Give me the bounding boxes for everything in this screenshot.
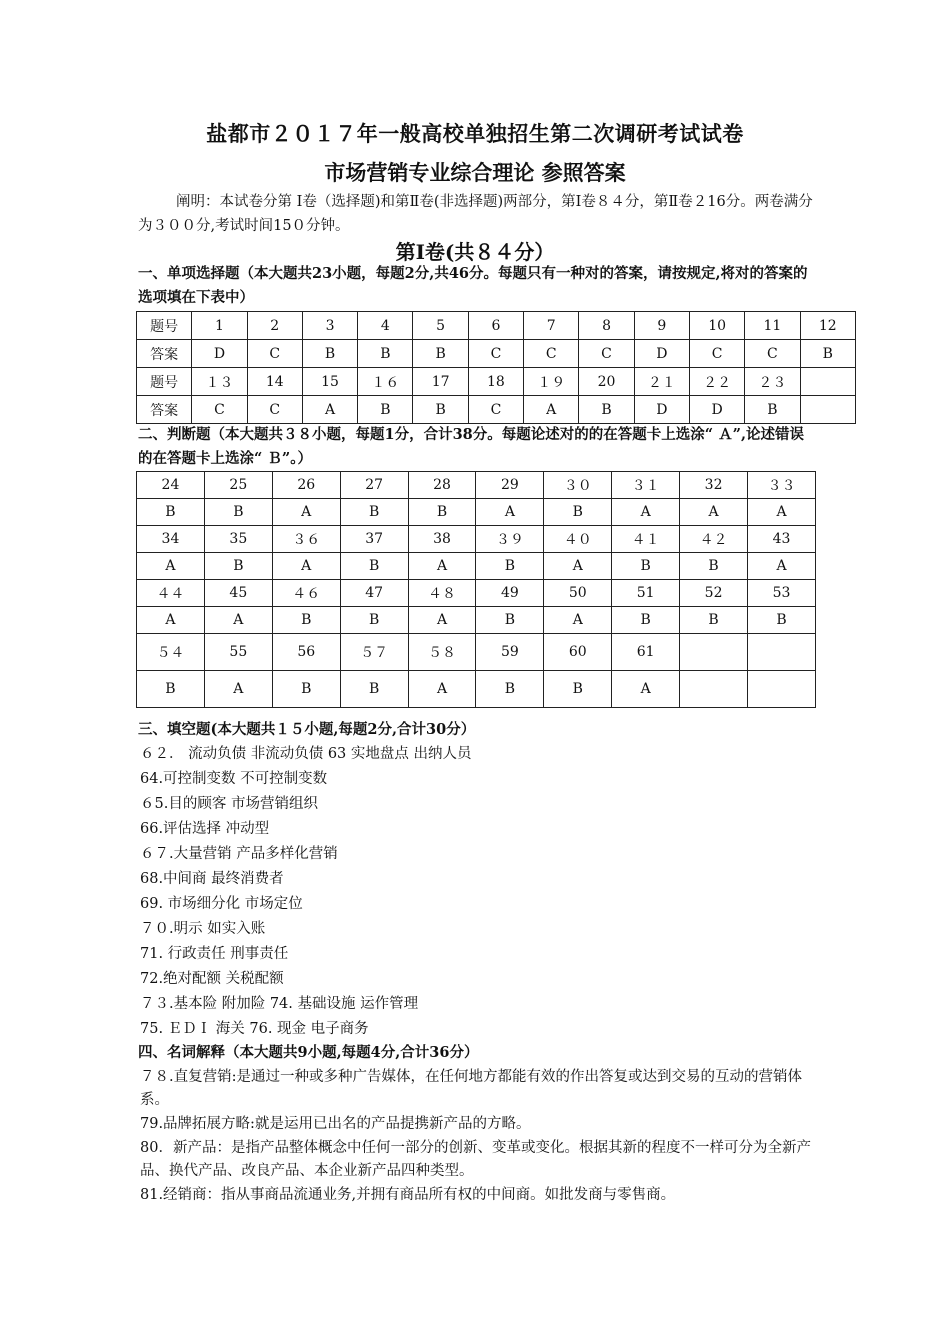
table-cell: 20 [579,368,634,396]
table-cell: D [634,340,689,368]
fill-blank-line: ７０.明示 如实入账 [140,921,266,937]
table-cell: 2 [247,312,302,340]
table-row [137,396,856,424]
table-cell: 43 [748,526,816,553]
table-cell [680,671,748,708]
table-cell: B [340,499,408,526]
table-cell [800,368,855,396]
table-cell: 8 [579,312,634,340]
fill-blank-answers [140,742,820,1042]
table-cell: 答案 [137,396,192,424]
table-cell: A [748,499,816,526]
table-cell: 3 [302,312,357,340]
table-cell: A [524,396,579,424]
table-cell: 9 [634,312,689,340]
table-cell: B [137,499,205,526]
part1-title: 第Ⅰ卷(共８４分） [395,240,555,264]
table-cell: B [680,553,748,580]
table-cell: A [612,499,680,526]
table-cell: 题号 [137,312,192,340]
table-cell: A [408,671,476,708]
table-cell: B [204,499,272,526]
table-cell: A [408,607,476,634]
table-row [137,580,816,607]
table-cell: A [137,553,205,580]
table-cell: ４２ [680,526,748,553]
table-cell: C [689,340,744,368]
term-definitions [140,1066,812,1208]
table-cell: B [413,340,468,368]
table-cell: 7 [524,312,579,340]
table-cell: A [137,607,205,634]
table-cell: 11 [745,312,800,340]
table-cell: ５４ [137,634,205,671]
table-cell: 4 [358,312,413,340]
table-cell: A [272,499,340,526]
table-cell: 12 [800,312,855,340]
table-cell: 49 [476,580,544,607]
table-cell: 45 [204,580,272,607]
table-row [137,634,816,671]
table-cell: 37 [340,526,408,553]
table-cell: ２１ [634,368,689,396]
table-cell: B [476,553,544,580]
fill-blank-line: ７３.基本险 附加险 74. 基础设施 运作管理 [140,996,419,1012]
section2-heading: 二、判断题（本大题共３８小题，每题1分，合计38分。每题论述对的的在答题卡上选涂“ Ａ”,论述错误的在答题卡上选涂“ Ｂ”。） [138,426,805,467]
table-cell: 27 [340,472,408,499]
definition-item: 79.品牌拓展方略:就是运用已出名的产品提携新产品的方略。 [140,1116,531,1132]
table-cell: ４８ [408,580,476,607]
table-cell: B [272,671,340,708]
table-row [137,472,816,499]
table-cell: A [476,499,544,526]
table-cell: ３０ [544,472,612,499]
table-cell: 32 [680,472,748,499]
table-cell: B [137,671,205,708]
table-cell: B [413,396,468,424]
table-cell: C [247,340,302,368]
table-cell: 26 [272,472,340,499]
fill-blank-line: 66.评估选择 冲动型 [140,821,270,837]
table-cell [800,396,855,424]
table-cell [748,671,816,708]
table-cell: 50 [544,580,612,607]
definition-item: 81.经销商：指从事商品流通业务,并拥有商品所有权的中间商。如批发商与零售商。 [140,1187,676,1203]
table-row [137,312,856,340]
section3-heading: 三、填空题(本大题共１５小题,每题2分,合计30分） [138,721,476,738]
table-cell: C [579,340,634,368]
table-cell [748,634,816,671]
table-cell: 5 [413,312,468,340]
table-cell: A [204,607,272,634]
single-choice-answer-table [136,311,856,424]
table-cell [680,634,748,671]
table-cell: 34 [137,526,205,553]
table-cell: 24 [137,472,205,499]
fill-blank-line: ６２． 流动负债 非流动负债 63 实地盘点 出纳人员 [140,746,472,762]
fill-blank-line: 64.可控制变数 不可控制变数 [140,771,328,787]
table-cell: 47 [340,580,408,607]
table-cell: B [544,499,612,526]
definition-item: ７８.直复营销:是通过一种或多种广告媒体，在任何地方都能有效的作出答复或达到交易的互动的营销体系。 [140,1069,802,1108]
table-cell: ２３ [745,368,800,396]
table-cell: C [745,340,800,368]
table-cell: B [340,553,408,580]
table-row [137,340,856,368]
fill-blank-line: 68.中间商 最终消费者 [140,871,284,887]
table-cell: 1 [192,312,247,340]
table-cell: B [476,671,544,708]
table-cell: ４４ [137,580,205,607]
table-cell: A [272,553,340,580]
table-cell: 17 [413,368,468,396]
table-cell: 6 [468,312,523,340]
table-cell: B [340,607,408,634]
fill-blank-line: 69. 市场细分化 市场定位 [140,896,303,912]
table-cell: B [544,671,612,708]
table-cell: A [408,553,476,580]
table-row [137,553,816,580]
table-cell: 55 [204,634,272,671]
table-cell: ３６ [272,526,340,553]
table-cell: A [204,671,272,708]
table-cell: ３１ [612,472,680,499]
table-cell: 51 [612,580,680,607]
table-cell: 59 [476,634,544,671]
section1-heading: 一、单项选择题（本大题共23小题，每题2分,共46分。每题只有一种对的答案，请按规定,将对的答案的选项填在下表中） [138,265,808,306]
table-cell: 35 [204,526,272,553]
table-cell: B [358,340,413,368]
table-cell: 18 [468,368,523,396]
table-cell: B [204,553,272,580]
table-cell: B [800,340,855,368]
table-cell: ４６ [272,580,340,607]
table-cell: D [192,340,247,368]
table-row [137,671,816,708]
table-cell: ４０ [544,526,612,553]
table-row [137,368,856,396]
table-cell: B [272,607,340,634]
table-cell: B [680,607,748,634]
table-row [137,526,816,553]
table-cell: D [634,396,689,424]
table-cell: ３９ [476,526,544,553]
table-cell: B [358,396,413,424]
table-cell: 14 [247,368,302,396]
table-cell: B [476,607,544,634]
table-cell: B [745,396,800,424]
table-cell: ５８ [408,634,476,671]
table-cell: ２２ [689,368,744,396]
table-cell: A [680,499,748,526]
table-cell: 25 [204,472,272,499]
table-cell: 15 [302,368,357,396]
table-cell: A [544,553,612,580]
exam-title: 盐都市２０１７年一般高校单独招生第二次调研考试试卷 [206,121,744,146]
table-cell: A [748,553,816,580]
table-cell: B [579,396,634,424]
fill-blank-line: ６5.目的顾客 市场营销组织 [140,796,318,812]
table-cell: C [247,396,302,424]
table-cell: １３ [192,368,247,396]
table-cell: C [192,396,247,424]
fill-blank-line: 71. 行政责任 刑事责任 [140,946,289,962]
table-cell: 38 [408,526,476,553]
table-cell: A [302,396,357,424]
table-cell: 53 [748,580,816,607]
table-cell: B [748,607,816,634]
table-cell: B [612,607,680,634]
exam-note: 阐明：本试卷分第 Ⅰ卷（选择题)和第Ⅱ卷(非选择题)两部分，第Ⅰ卷８４分，第Ⅱ卷２16分。两卷满分为３００分,考试时间15０分钟。 [138,194,813,234]
table-row [137,499,816,526]
table-cell: 答案 [137,340,192,368]
table-cell: B [302,340,357,368]
table-cell: 题号 [137,368,192,396]
table-cell: 56 [272,634,340,671]
exam-subtitle: 市场营销专业综合理论 参照答案 [324,160,626,185]
table-cell: １６ [358,368,413,396]
table-cell: 52 [680,580,748,607]
table-cell: B [408,499,476,526]
table-cell: D [689,396,744,424]
table-cell: A [544,607,612,634]
table-cell: A [612,671,680,708]
fill-blank-line: ６７.大量营销 产品多样化营销 [140,846,338,862]
table-cell: １９ [524,368,579,396]
table-cell: C [468,340,523,368]
true-false-answer-table [136,471,816,708]
table-cell: ３３ [748,472,816,499]
table-cell: ５７ [340,634,408,671]
table-cell: 61 [612,634,680,671]
table-cell: B [340,671,408,708]
fill-blank-line: 75. ＥＤＩ 海关 76. 现金 电子商务 [140,1021,369,1037]
section4-heading: 四、名词解释（本大题共9小题,每题4分,合计36分） [138,1044,479,1061]
table-cell: ４１ [612,526,680,553]
table-cell: 29 [476,472,544,499]
table-cell: 10 [689,312,744,340]
table-cell: C [468,396,523,424]
table-cell: 60 [544,634,612,671]
table-row [137,607,816,634]
fill-blank-line: 72.绝对配额 关税配额 [140,971,284,987]
definition-item: 80．新产品：是指产品整体概念中任何一部分的创新、变革或变化。根据其新的程度不一样可分为全新产品、换代产品、改良产品、本企业新产品四种类型。 [140,1140,811,1179]
table-cell: C [524,340,579,368]
table-cell: 28 [408,472,476,499]
table-cell: B [612,553,680,580]
